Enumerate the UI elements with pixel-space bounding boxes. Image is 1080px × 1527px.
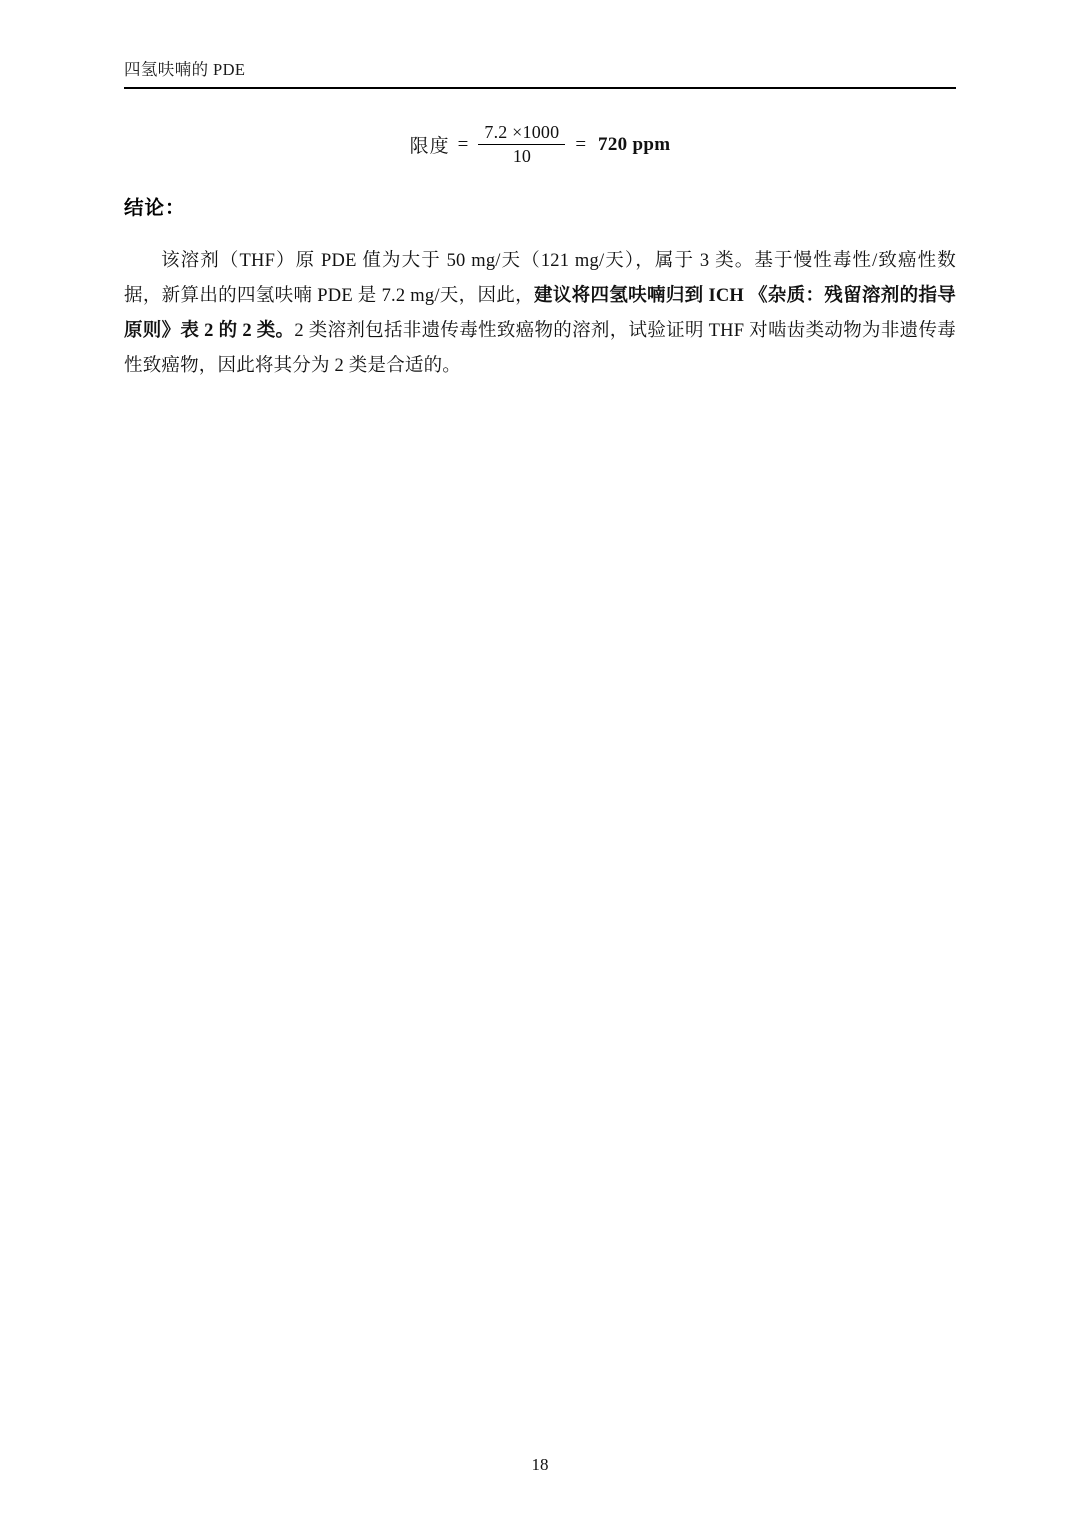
paragraph-part-2: 2 类溶剂包括非遗传毒性致癌物的溶剂，试验证明 THF 对啮齿类动物为非遗传毒性致癌物，因此将其分为 2 类是合适的。	[124, 321, 956, 376]
formula-numerator: 7.2 ×1000	[484, 122, 560, 142]
paragraph-bold-recommendation: 建议将四氢呋喃归到 ICH 《杂质：残留溶剂的指导原则》表 2 的 2 类。	[124, 286, 957, 341]
running-header	[124, 58, 956, 89]
formula-row	[410, 122, 671, 167]
conclusion-heading: 结论：	[124, 198, 186, 219]
formula-label: 限度	[409, 136, 450, 158]
running-header-title: 四氢呋喃的 PDE	[124, 60, 246, 79]
conclusion-paragraph	[124, 244, 956, 384]
formula-equals-sign: =	[457, 133, 469, 155]
header-divider	[124, 87, 956, 89]
limit-formula	[124, 122, 956, 167]
formula-denominator: 10	[512, 146, 531, 167]
formula-result: 720 ppm	[598, 133, 671, 155]
page-content	[124, 0, 956, 1527]
formula-fraction	[478, 122, 565, 167]
page-number: 18	[531, 1455, 549, 1474]
paragraph-part-1: 该溶剂（THF）原 PDE 值为大于 50 mg/天（121 mg/天），属于 3 类。基于慢性毒性/致癌性数据，新算出的四氢呋喃 PDE 是 7.2 mg/天，因此，	[124, 251, 956, 306]
formula-equals-sign-2: =	[575, 133, 587, 155]
